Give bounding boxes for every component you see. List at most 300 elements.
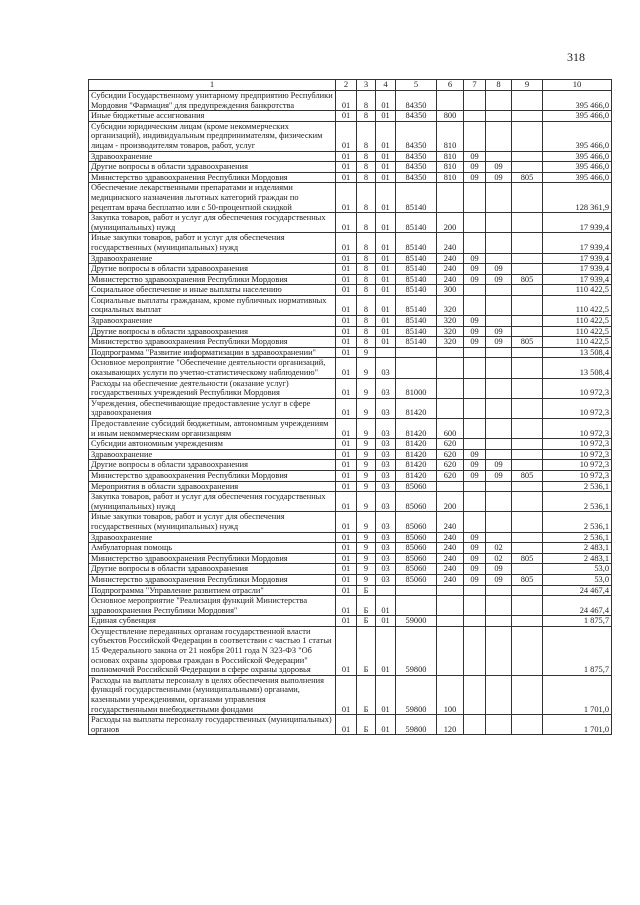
code-cell xyxy=(512,492,543,512)
code-cell: Б xyxy=(357,626,376,675)
code-cell: 01 xyxy=(376,316,396,327)
code-cell: 02 xyxy=(486,543,512,554)
amount-cell: 10 972,3 xyxy=(543,439,612,450)
amount-cell: 17 939,4 xyxy=(543,274,612,285)
code-cell xyxy=(486,626,512,675)
code-cell xyxy=(486,213,512,233)
code-cell: 8 xyxy=(357,233,376,253)
code-cell: 85060 xyxy=(396,564,437,575)
code-cell xyxy=(464,626,486,675)
code-cell xyxy=(437,91,464,111)
item-name-cell: Здравоохранение xyxy=(89,532,336,543)
code-cell: 200 xyxy=(437,213,464,233)
item-name-cell: Другие вопросы в области здравоохранения xyxy=(89,564,336,575)
code-cell xyxy=(512,213,543,233)
code-cell: 320 xyxy=(437,295,464,315)
code-cell: 805 xyxy=(512,553,543,564)
amount-cell: 24 467,4 xyxy=(543,585,612,596)
code-cell: 03 xyxy=(376,574,396,585)
code-cell: 01 xyxy=(336,564,357,575)
code-cell: 85140 xyxy=(396,274,437,285)
code-cell xyxy=(486,91,512,111)
code-cell xyxy=(512,596,543,616)
code-cell xyxy=(486,449,512,460)
code-cell: 85060 xyxy=(396,481,437,492)
code-cell: 85140 xyxy=(396,183,437,213)
code-cell xyxy=(464,616,486,627)
header-cell: 2 xyxy=(336,80,357,91)
item-name-cell: Иные закупки товаров, работ и услуг для обеспечения государственных (муниципальных) нужд xyxy=(89,512,336,532)
code-cell xyxy=(464,419,486,439)
code-cell xyxy=(464,492,486,512)
amount-cell: 2 536,1 xyxy=(543,481,612,492)
amount-cell: 17 939,4 xyxy=(543,253,612,264)
code-cell: 85060 xyxy=(396,553,437,564)
code-cell: 59000 xyxy=(396,616,437,627)
code-cell xyxy=(512,295,543,315)
table-row xyxy=(89,564,612,575)
header-cell: 10 xyxy=(543,80,612,91)
code-cell: 03 xyxy=(376,439,396,450)
item-name-cell: Социальные выплаты гражданам, кроме публичных нормативных социальных выплат xyxy=(89,295,336,315)
item-name-cell: Мероприятия в области здравоохранения xyxy=(89,481,336,492)
amount-cell: 1 701,0 xyxy=(543,715,612,735)
code-cell: 800 xyxy=(437,111,464,122)
code-cell: 09 xyxy=(464,253,486,264)
code-cell: 84350 xyxy=(396,121,437,151)
header-cell: 4 xyxy=(376,80,396,91)
item-name-cell: Субсидии Государственному унитарному предприятию Республики Мордовия "Фармация" для предупреждения банкротства xyxy=(89,91,336,111)
code-cell: 240 xyxy=(437,543,464,554)
code-cell: 01 xyxy=(336,213,357,233)
code-cell xyxy=(512,285,543,296)
code-cell: 9 xyxy=(357,553,376,564)
code-cell: 85140 xyxy=(396,264,437,275)
code-cell xyxy=(512,264,543,275)
amount-cell: 110 422,5 xyxy=(543,285,612,296)
code-cell xyxy=(512,151,543,162)
code-cell: 03 xyxy=(376,532,396,543)
code-cell: 01 xyxy=(336,553,357,564)
code-cell: 59800 xyxy=(396,675,437,714)
code-cell: 810 xyxy=(437,172,464,183)
code-cell xyxy=(464,378,486,398)
code-cell: 8 xyxy=(357,253,376,264)
code-cell xyxy=(512,616,543,627)
code-cell: 805 xyxy=(512,172,543,183)
code-cell: 240 xyxy=(437,253,464,264)
code-cell xyxy=(512,316,543,327)
item-name-cell: Субсидии автономным учреждениям xyxy=(89,439,336,450)
amount-cell: 10 972,3 xyxy=(543,419,612,439)
code-cell xyxy=(486,183,512,213)
code-cell: 09 xyxy=(464,574,486,585)
code-cell: 03 xyxy=(376,470,396,481)
table-row xyxy=(89,419,612,439)
amount-cell: 53,0 xyxy=(543,574,612,585)
code-cell: 9 xyxy=(357,574,376,585)
code-cell xyxy=(486,481,512,492)
code-cell xyxy=(486,439,512,450)
code-cell: 01 xyxy=(336,347,357,358)
table-row xyxy=(89,574,612,585)
code-cell: 81420 xyxy=(396,439,437,450)
code-cell: 01 xyxy=(336,285,357,296)
code-cell: 620 xyxy=(437,460,464,471)
code-cell xyxy=(512,543,543,554)
code-cell: 03 xyxy=(376,419,396,439)
table-row xyxy=(89,470,612,481)
code-cell: 01 xyxy=(376,91,396,111)
item-name-cell: Основное мероприятие "Реализация функций Министерства здравоохранения Республики Мордовия" xyxy=(89,596,336,616)
code-cell: 120 xyxy=(437,715,464,735)
code-cell: 01 xyxy=(336,574,357,585)
code-cell xyxy=(464,111,486,122)
table-row xyxy=(89,398,612,418)
item-name-cell: Другие вопросы в области здравоохранения xyxy=(89,460,336,471)
code-cell xyxy=(464,596,486,616)
code-cell: 59800 xyxy=(396,626,437,675)
code-cell xyxy=(512,378,543,398)
code-cell: 9 xyxy=(357,378,376,398)
table-row xyxy=(89,213,612,233)
code-cell xyxy=(512,675,543,714)
code-cell xyxy=(486,492,512,512)
code-cell xyxy=(512,585,543,596)
code-cell: 85060 xyxy=(396,512,437,532)
code-cell xyxy=(396,358,437,378)
code-cell: 01 xyxy=(336,233,357,253)
amount-cell: 24 467,4 xyxy=(543,596,612,616)
code-cell: 01 xyxy=(376,274,396,285)
page-number: 318 xyxy=(567,50,585,64)
code-cell xyxy=(464,121,486,151)
code-cell: 01 xyxy=(336,543,357,554)
item-name-cell: Расходы на выплаты персоналу в целях обеспечения выполнения функций государственными (муниципальными) органами, казенными учреждениями, органами управления государственными внебюджетными фондами xyxy=(89,675,336,714)
header-cell: 3 xyxy=(357,80,376,91)
code-cell: 81420 xyxy=(396,419,437,439)
table-row xyxy=(89,532,612,543)
item-name-cell: Здравоохранение xyxy=(89,449,336,460)
code-cell: 01 xyxy=(336,162,357,173)
code-cell: 01 xyxy=(376,264,396,275)
code-cell: 01 xyxy=(376,121,396,151)
item-name-cell: Подпрограмма "Управление развитием отрасли" xyxy=(89,585,336,596)
code-cell: 8 xyxy=(357,111,376,122)
code-cell xyxy=(512,91,543,111)
code-cell: 09 xyxy=(464,449,486,460)
code-cell: 8 xyxy=(357,337,376,348)
amount-cell: 128 361,9 xyxy=(543,183,612,213)
table-row xyxy=(89,675,612,714)
item-name-cell: Министерство здравоохранения Республики Мордовия xyxy=(89,470,336,481)
code-cell: 84350 xyxy=(396,111,437,122)
table-row xyxy=(89,326,612,337)
code-cell: 240 xyxy=(437,532,464,543)
code-cell: 09 xyxy=(464,337,486,348)
code-cell: 59800 xyxy=(396,715,437,735)
code-cell: 01 xyxy=(336,91,357,111)
code-cell xyxy=(512,419,543,439)
item-name-cell: Другие вопросы в области здравоохранения xyxy=(89,326,336,337)
item-name-cell: Амбулаторная помощь xyxy=(89,543,336,554)
table-row xyxy=(89,439,612,450)
code-cell: 02 xyxy=(486,553,512,564)
code-cell: 810 xyxy=(437,121,464,151)
amount-cell: 10 972,3 xyxy=(543,398,612,418)
amount-cell: 17 939,4 xyxy=(543,213,612,233)
code-cell xyxy=(512,253,543,264)
code-cell xyxy=(486,715,512,735)
code-cell: 85140 xyxy=(396,326,437,337)
code-cell: 85140 xyxy=(396,285,437,296)
amount-cell: 2 536,1 xyxy=(543,532,612,543)
code-cell: 01 xyxy=(376,337,396,348)
code-cell xyxy=(486,585,512,596)
code-cell xyxy=(512,326,543,337)
amount-cell: 10 972,3 xyxy=(543,470,612,481)
code-cell xyxy=(396,347,437,358)
table-row xyxy=(89,233,612,253)
table-row xyxy=(89,585,612,596)
table-row xyxy=(89,449,612,460)
amount-cell: 2 483,1 xyxy=(543,553,612,564)
code-cell: 01 xyxy=(376,233,396,253)
code-cell: 01 xyxy=(376,596,396,616)
code-cell: 01 xyxy=(336,715,357,735)
table-row xyxy=(89,358,612,378)
item-name-cell: Министерство здравоохранения Республики Мордовия xyxy=(89,574,336,585)
table-row xyxy=(89,337,612,348)
amount-cell: 10 972,3 xyxy=(543,460,612,471)
code-cell: 09 xyxy=(464,553,486,564)
table-row xyxy=(89,162,612,173)
table-header-row xyxy=(89,80,612,91)
item-name-cell: Субсидии юридическим лицам (кроме некоммерческих организаций), индивидуальным предпринимателям, физическим лицам - производителям товаров, работ, услуг xyxy=(89,121,336,151)
code-cell xyxy=(512,439,543,450)
code-cell: 09 xyxy=(486,460,512,471)
code-cell: 01 xyxy=(336,151,357,162)
code-cell: 09 xyxy=(486,264,512,275)
code-cell xyxy=(486,151,512,162)
code-cell: 09 xyxy=(486,564,512,575)
code-cell: 8 xyxy=(357,264,376,275)
code-cell: 01 xyxy=(336,121,357,151)
code-cell: 84350 xyxy=(396,172,437,183)
code-cell xyxy=(464,183,486,213)
code-cell xyxy=(512,162,543,173)
code-cell xyxy=(486,532,512,543)
table-row xyxy=(89,347,612,358)
budget-table xyxy=(88,79,612,735)
code-cell: 03 xyxy=(376,398,396,418)
amount-cell: 110 422,5 xyxy=(543,337,612,348)
amount-cell: 395 466,0 xyxy=(543,111,612,122)
code-cell: 81420 xyxy=(396,449,437,460)
code-cell xyxy=(464,715,486,735)
code-cell: 01 xyxy=(336,358,357,378)
code-cell xyxy=(486,295,512,315)
code-cell: 8 xyxy=(357,172,376,183)
code-cell xyxy=(464,675,486,714)
amount-cell: 395 466,0 xyxy=(543,162,612,173)
code-cell: 09 xyxy=(464,532,486,543)
code-cell: 01 xyxy=(336,532,357,543)
code-cell: 01 xyxy=(376,285,396,296)
code-cell: 09 xyxy=(464,274,486,285)
code-cell xyxy=(437,378,464,398)
item-name-cell: Обеспечение лекарственными препаратами и изделиями медицинского назначения льготных категорий граждан по рецептам врача бесплатно или с 50-процентной скидкой xyxy=(89,183,336,213)
code-cell xyxy=(464,295,486,315)
table-row xyxy=(89,543,612,554)
code-cell xyxy=(486,285,512,296)
code-cell xyxy=(486,358,512,378)
code-cell: 9 xyxy=(357,419,376,439)
code-cell: 9 xyxy=(357,470,376,481)
code-cell xyxy=(512,626,543,675)
code-cell: 01 xyxy=(336,326,357,337)
code-cell: 9 xyxy=(357,481,376,492)
code-cell xyxy=(376,347,396,358)
code-cell xyxy=(512,183,543,213)
code-cell xyxy=(437,347,464,358)
code-cell xyxy=(486,121,512,151)
code-cell: 03 xyxy=(376,553,396,564)
code-cell xyxy=(464,398,486,418)
header-cell: 7 xyxy=(464,80,486,91)
code-cell: 01 xyxy=(376,172,396,183)
amount-cell: 13 508,4 xyxy=(543,347,612,358)
amount-cell: 13 508,4 xyxy=(543,358,612,378)
amount-cell: 395 466,0 xyxy=(543,172,612,183)
code-cell: 09 xyxy=(464,162,486,173)
code-cell: 01 xyxy=(336,449,357,460)
code-cell: 09 xyxy=(486,162,512,173)
item-name-cell: Здравоохранение xyxy=(89,253,336,264)
code-cell: 805 xyxy=(512,274,543,285)
code-cell xyxy=(376,585,396,596)
amount-cell: 1 875,7 xyxy=(543,616,612,627)
code-cell: 09 xyxy=(464,326,486,337)
code-cell: 200 xyxy=(437,492,464,512)
amount-cell: 53,0 xyxy=(543,564,612,575)
code-cell: 01 xyxy=(376,715,396,735)
code-cell xyxy=(512,564,543,575)
code-cell: 240 xyxy=(437,233,464,253)
item-name-cell: Осуществление переданных органам государственной власти субъектов Российской Федерации в соответствии с частью 1 статьи 15 Федерального закона от 21 ноября 2011 года N 323-ФЗ "Об основах охраны здоровья граждан в Российской Федерации" полномочий Российской Федерации в сфере охраны здоровья xyxy=(89,626,336,675)
amount-cell: 2 536,1 xyxy=(543,512,612,532)
code-cell: 240 xyxy=(437,574,464,585)
code-cell: 320 xyxy=(437,326,464,337)
code-cell: 01 xyxy=(336,512,357,532)
code-cell xyxy=(464,213,486,233)
code-cell: 9 xyxy=(357,358,376,378)
table-row xyxy=(89,183,612,213)
table-row xyxy=(89,285,612,296)
item-name-cell: Предоставление субсидий бюджетным, автономным учреждениям и иным некоммерческим организациям xyxy=(89,419,336,439)
code-cell: 85140 xyxy=(396,233,437,253)
table-row xyxy=(89,481,612,492)
code-cell: 8 xyxy=(357,274,376,285)
code-cell: 85140 xyxy=(396,295,437,315)
code-cell: 320 xyxy=(437,337,464,348)
code-cell xyxy=(486,233,512,253)
code-cell: Б xyxy=(357,675,376,714)
table-row xyxy=(89,616,612,627)
code-cell: 8 xyxy=(357,316,376,327)
item-name-cell: Здравоохранение xyxy=(89,151,336,162)
code-cell xyxy=(396,585,437,596)
code-cell xyxy=(486,675,512,714)
code-cell xyxy=(464,439,486,450)
code-cell: 01 xyxy=(336,470,357,481)
code-cell xyxy=(486,316,512,327)
code-cell: 8 xyxy=(357,326,376,337)
code-cell: 01 xyxy=(376,295,396,315)
code-cell: 620 xyxy=(437,449,464,460)
code-cell: Б xyxy=(357,596,376,616)
code-cell: 8 xyxy=(357,91,376,111)
amount-cell: 17 939,4 xyxy=(543,233,612,253)
code-cell: 8 xyxy=(357,151,376,162)
item-name-cell: Учреждения, обеспечивающие предоставление услуг в сфере здравоохранения xyxy=(89,398,336,418)
code-cell xyxy=(437,585,464,596)
code-cell: 09 xyxy=(486,172,512,183)
table-row xyxy=(89,626,612,675)
table-row xyxy=(89,553,612,564)
item-name-cell: Здравоохранение xyxy=(89,316,336,327)
amount-cell: 395 466,0 xyxy=(543,91,612,111)
code-cell: 620 xyxy=(437,470,464,481)
table-row xyxy=(89,715,612,735)
code-cell: 320 xyxy=(437,316,464,327)
item-name-cell: Министерство здравоохранения Республики Мордовия xyxy=(89,172,336,183)
code-cell: 09 xyxy=(464,172,486,183)
code-cell xyxy=(512,460,543,471)
code-cell xyxy=(512,347,543,358)
code-cell: 01 xyxy=(336,460,357,471)
item-name-cell: Расходы на обеспечение деятельности (оказание услуг) государственных учреждений Республики Мордовия xyxy=(89,378,336,398)
code-cell: 01 xyxy=(336,616,357,627)
code-cell xyxy=(512,111,543,122)
item-name-cell: Подпрограмма "Развитие информатизации в здравоохранении" xyxy=(89,347,336,358)
code-cell: 03 xyxy=(376,481,396,492)
code-cell: 03 xyxy=(376,492,396,512)
code-cell: 09 xyxy=(486,470,512,481)
code-cell: 01 xyxy=(336,253,357,264)
code-cell: 03 xyxy=(376,378,396,398)
code-cell: 9 xyxy=(357,460,376,471)
code-cell: 09 xyxy=(464,460,486,471)
item-name-cell: Министерство здравоохранения Республики Мордовия xyxy=(89,337,336,348)
code-cell: 81420 xyxy=(396,398,437,418)
code-cell: 01 xyxy=(376,616,396,627)
code-cell: 810 xyxy=(437,162,464,173)
code-cell xyxy=(464,481,486,492)
item-name-cell: Закупка товаров, работ и услуг для обеспечения государственных (муниципальных) нужд xyxy=(89,213,336,233)
code-cell: 85140 xyxy=(396,316,437,327)
code-cell: 01 xyxy=(336,264,357,275)
amount-cell: 2 483,1 xyxy=(543,543,612,554)
code-cell xyxy=(486,398,512,418)
code-cell xyxy=(464,233,486,253)
code-cell: 01 xyxy=(336,295,357,315)
code-cell: 03 xyxy=(376,358,396,378)
code-cell: 81420 xyxy=(396,460,437,471)
code-cell: 600 xyxy=(437,419,464,439)
code-cell: 8 xyxy=(357,213,376,233)
code-cell: 9 xyxy=(357,543,376,554)
